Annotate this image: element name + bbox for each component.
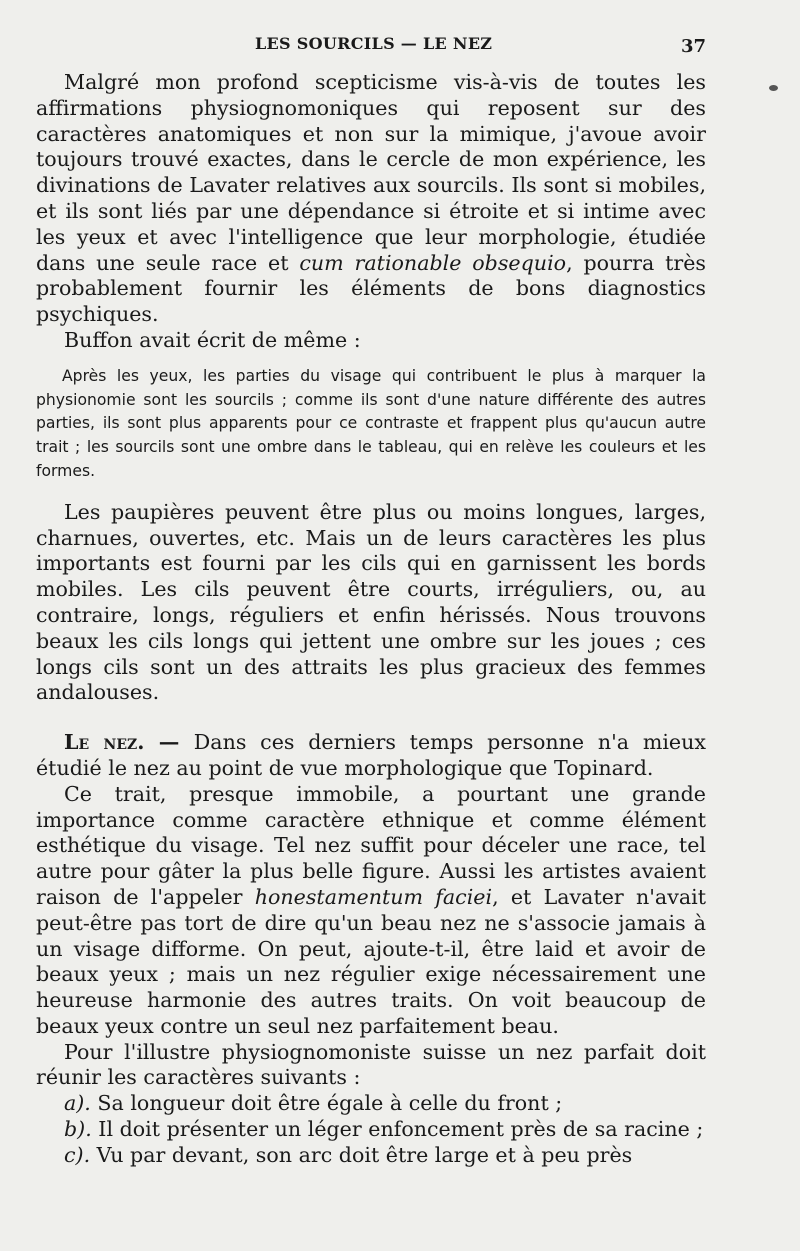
buffon-quote: Après les yeux, les parties du visage qui contribuent le plus à marquer la physionomie sont les sourcils ; comme ils sont d'une nature différente des autres parties, ils sont plus apparents pour ce contraste et frappent plus qu'aucun autre trait ; les sourcils sont une ombre dans le tableau, qui en relève les couleurs et les formes.	[36, 366, 706, 480]
paragraph-eyebrows	[36, 70, 706, 328]
section-heading: Le nez.	[64, 730, 145, 755]
running-head	[0, 34, 800, 58]
list-text: Sa longueur doit être égale à celle du front ;	[90, 1091, 563, 1116]
paragraph-text: Ce trait, presque immobile, a pourtant une grande importance comme caractère ethnique et comme élément esthétique du visage. Tel nez suffit pour déceler une race, tel autre pour gâter la plus belle figure. Aussi les artistes avaient raison de l'appeler	[36, 781, 706, 909]
paragraph-text: Dans ces derniers temps personne n'a mieux étudié le nez au point de vue morphologique que Topinard.	[36, 730, 707, 780]
paragraph-text: , pourra très probablement fournir les éléments de bons diagnostics psychiques.	[36, 250, 706, 327]
list-marker: c).	[64, 1142, 91, 1167]
print-speck	[769, 85, 778, 91]
list-marker: b).	[64, 1117, 92, 1142]
paragraph-buffon-intro: Buffon avait écrit de même :	[64, 327, 361, 352]
list-item	[36, 1117, 706, 1143]
latin-phrase: honestamentum faciei	[254, 884, 493, 909]
paragraph-perfect-nose: Pour l'illustre physiognomoniste suisse un nez parfait doit réunir les caractères suivants :	[36, 1039, 706, 1090]
paragraph-nose-importance	[36, 782, 706, 1040]
body-text	[36, 70, 706, 1169]
running-title: LES SOURCILS — LE NEZ	[255, 34, 493, 53]
page-number: 37	[681, 36, 707, 57]
heading-dash: —	[144, 730, 194, 755]
paragraph-text: , et Lavater n'avait peut-être pas tort de dire qu'un beau nez ne s'associe jamais à un visage difforme. On peut, ajoute-t-il, être laid et avoir de beaux yeux ; mais un nez régulier exige nécessairement une heureuse harmonie des autres traits. On voit beaucoup de beaux yeux contre un seul nez parfaitement beau.	[36, 884, 706, 1038]
list-text: Il doit présenter un léger enfoncement près de sa racine ;	[91, 1117, 704, 1142]
list-text: Vu par devant, son arc doit être large et à peu près	[90, 1142, 633, 1167]
list-item	[36, 1143, 706, 1169]
list-item	[36, 1091, 706, 1117]
paragraph-nose-intro	[36, 730, 706, 782]
paragraph-text: Malgré mon profond scepticisme vis-à-vis de toutes les affirmations physiognomoniques qui reposent sur des caractères anatomiques et non sur la mimique, j'avoue avoir toujours trouvé exactes, dans le cercle de mon expérience, les divinations de Lavater relatives aux sourcils. Ils sont si mobiles, et ils sont liés par une dépendance si étroite et si intime avec les yeux et avec l'intelligence que leur morphologie, étudiée dans une seule race et	[36, 70, 706, 275]
list-marker: a).	[64, 1091, 91, 1116]
paragraph-eyelids: Les paupières peuvent être plus ou moins longues, larges, charnues, ouvertes, etc. Mais un de leurs caractères les plus importants est fourni par les cils qui en garnissent les bords mobiles. Les cils peuvent être courts, irréguliers, ou, au contraire, longs, réguliers et enfin hérissés. Nous trouvons beaux les cils longs qui jettent une ombre sur les joues ; ces longs cils sont un des attraits les plus gracieux des femmes andalouses.	[36, 499, 706, 705]
latin-phrase: cum rationable obsequio	[299, 250, 567, 275]
